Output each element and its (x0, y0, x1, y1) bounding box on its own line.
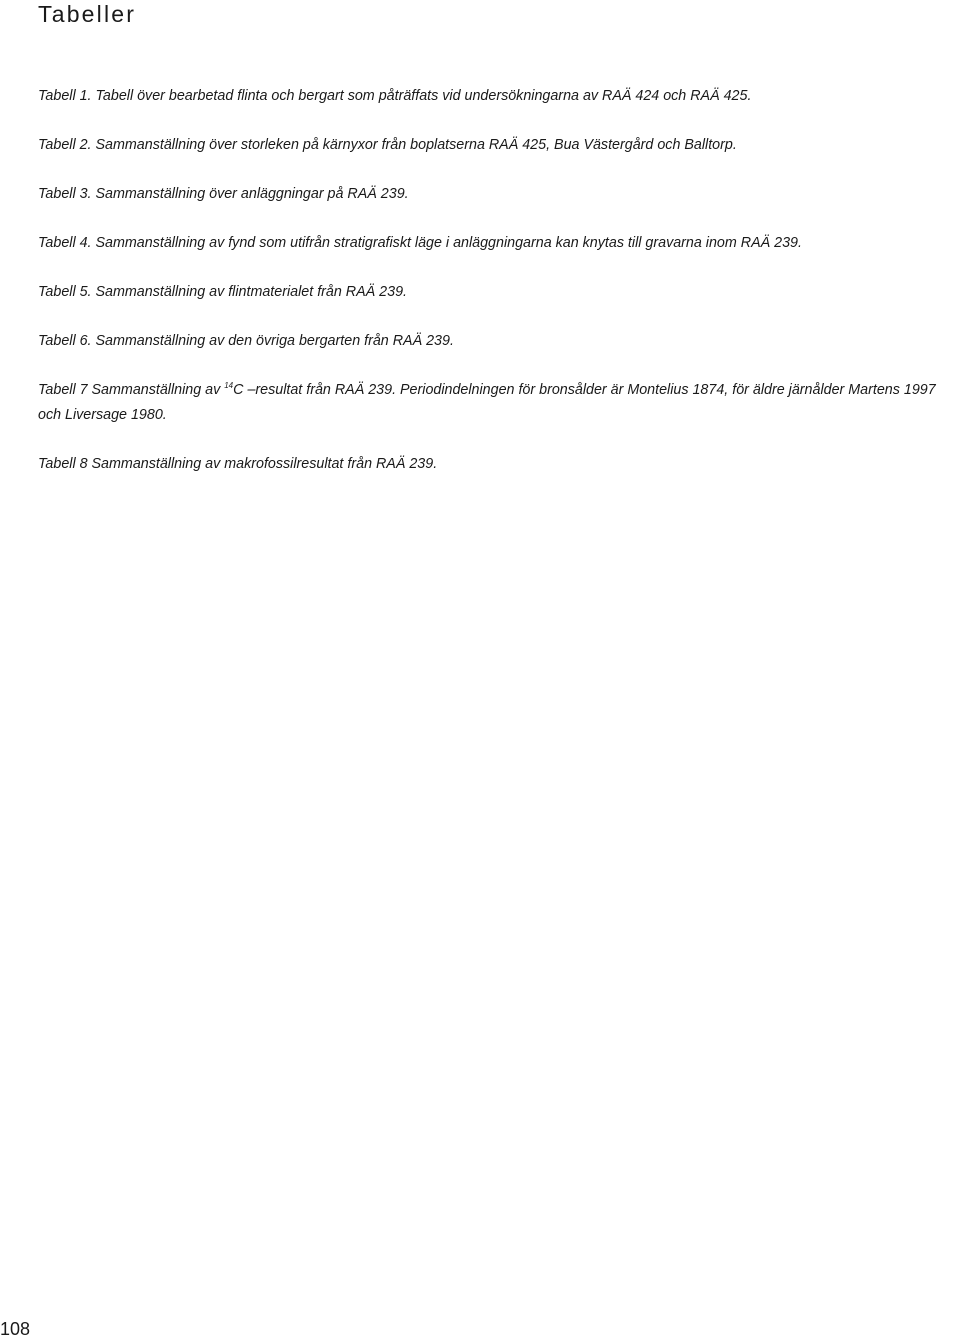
table-caption-7-prefix: Tabell 7 Sammanställning av (38, 382, 225, 398)
table-caption-7-superscript: 14 (224, 381, 234, 390)
table-caption-3: Tabell 3. Sammanställning över anläggningar på RAÄ 239. (38, 186, 409, 202)
table-caption-5: Tabell 5. Sammanställning av flintmaterialet från RAÄ 239. (38, 284, 407, 300)
table-caption-8: Tabell 8 Sammanställning av makrofossilresultat från RAÄ 239. (38, 456, 438, 472)
table-caption-6: Tabell 6. Sammanställning av den övriga bergarten från RAÄ 239. (38, 333, 454, 349)
table-caption-2: Tabell 2. Sammanställning över storleken på kärnyxor från boplatserna RAÄ 425, Bua Västergård och Balltorp. (38, 137, 737, 153)
table-caption-4: Tabell 4. Sammanställning av fynd som utifrån stratigrafiskt läge i anläggningarna kan knytas till gravarna inom RAÄ 239. (38, 235, 802, 251)
page-title: Tabeller (38, 1, 137, 27)
page-number: 108 (0, 1319, 31, 1339)
table-caption-7 (38, 378, 960, 428)
table-caption-7-suffix: C –resultat från RAÄ 239. Periodindelningen för bronsålder är Montelius 1874, för äldre järnålder Martens 1997 och Liversage 1980. (38, 382, 936, 423)
table-caption-1: Tabell 1. Tabell över bearbetad flinta och bergart som påträffats vid undersökningarna av RAÄ 424 och RAÄ 425. (38, 88, 752, 104)
table-caption-list (38, 84, 960, 501)
